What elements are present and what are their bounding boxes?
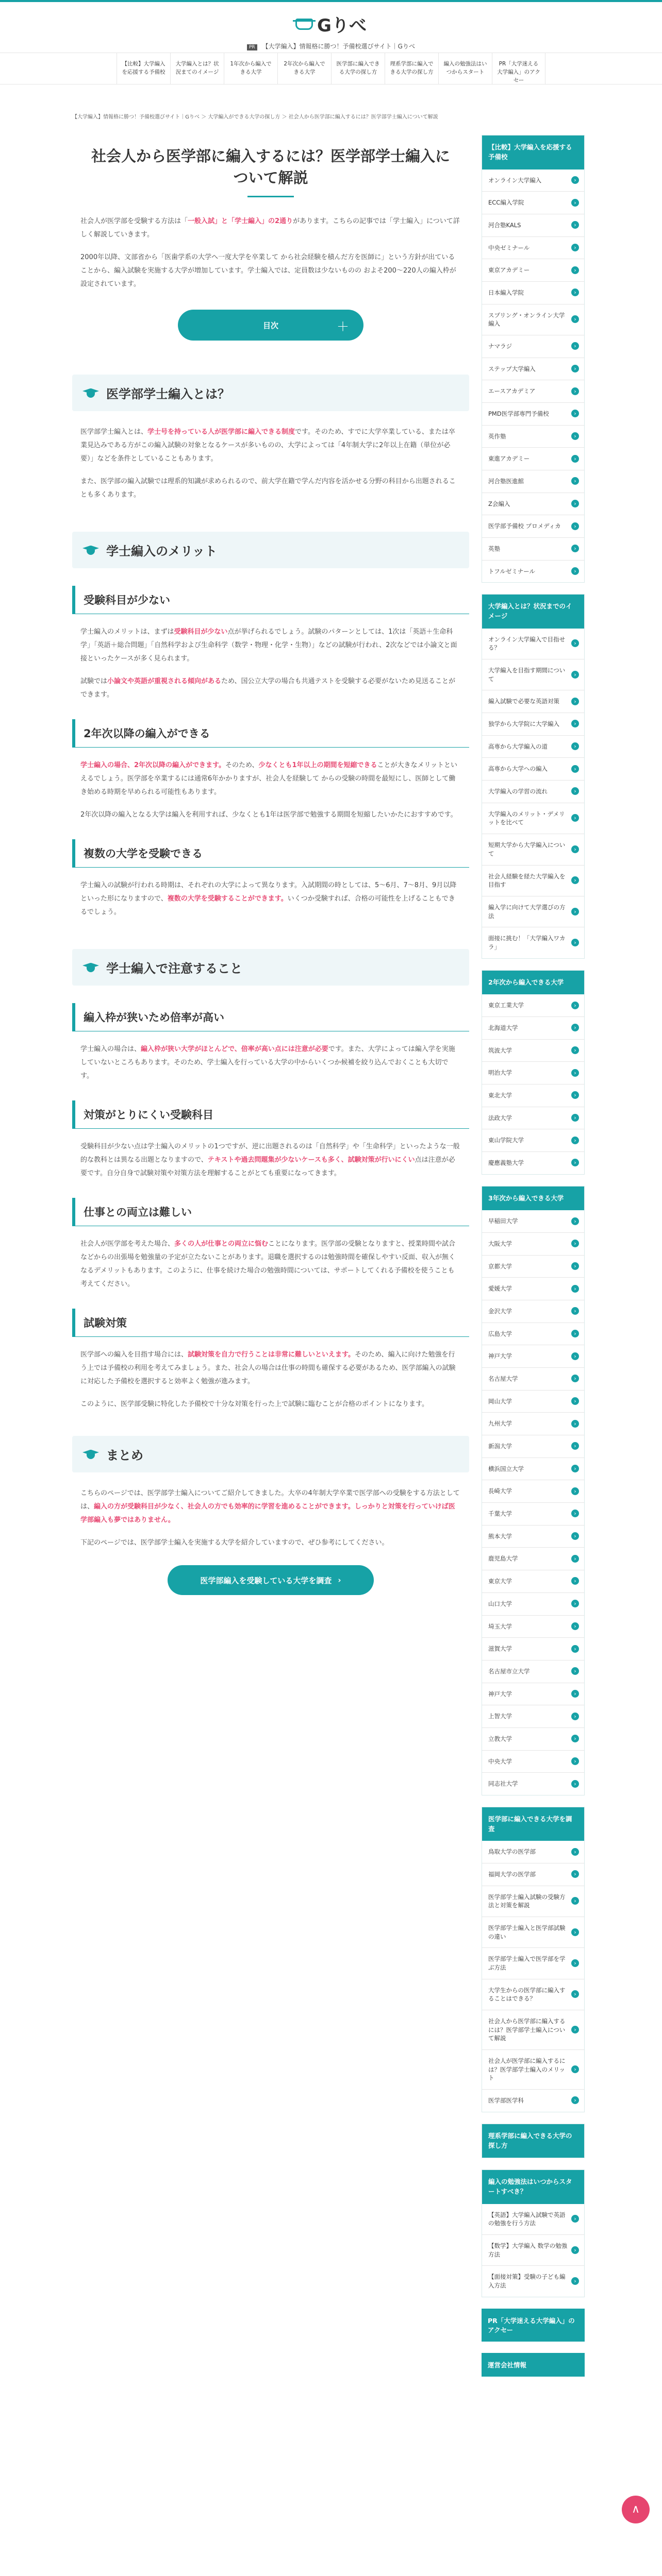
toc-button[interactable] <box>178 310 363 341</box>
sidebar-link[interactable]: 京都大学 › <box>482 1256 584 1278</box>
toc-label: 目次 <box>262 320 278 330</box>
nav-item-pr[interactable]: PR「大学迷える大学編入」のアクセー <box>492 53 545 84</box>
caution-paragraph-1: 学士編入の場合は、編入枠が狭い大学がほとんどで、倍率が高い点には注意が必要です。また、大学によっては編入学を実施していないところもあります。そのため、学士編入を行っている大学の中からいくつか候補を絞り込んでおくことも大切です。 <box>80 1045 455 1080</box>
sidebar-link[interactable]: 長崎大学 › <box>482 1480 584 1503</box>
sidebar-link[interactable]: 面接に挑む！「大学編入ワカラ」 › <box>482 927 584 958</box>
sidebar-link[interactable]: 短期大学から大学編入について › <box>482 834 584 865</box>
subheading-high-competition: 編入枠が狭いため倍率が高い <box>72 1003 469 1031</box>
subheading-year2-entry: 2年次以降の編入ができる <box>72 719 469 748</box>
sidebar-link[interactable]: 医学部学士編入で医学部を学ぶ方法 › <box>482 1948 584 1979</box>
sidebar-link[interactable]: 金沢大学 › <box>482 1300 584 1323</box>
sidebar-link[interactable]: 広島大学 › <box>482 1323 584 1346</box>
sidebar-link[interactable]: 医学部学士編入と医学部試験の違い › <box>482 1917 584 1948</box>
section-heading-merit: 学士編入のメリット <box>72 532 469 568</box>
graduation-cap-icon <box>82 545 99 556</box>
sidebar-link[interactable]: 鹿児島大学 › <box>482 1548 584 1570</box>
sidebar-widget-title[interactable]: 3年次から編入できる大学 <box>482 1187 584 1211</box>
merit-paragraph-4: 2年次以降の編入となる大学は編入を利用すれば、少なくとも1年は医学部で勉強する期間を短縮したいかたにおすすめです。 <box>80 811 457 819</box>
sidebar-link[interactable]: 岡山大学 › <box>482 1391 584 1413</box>
breadcrumb[interactable]: 【大学編入】情報格に勝つ！予備校選びサイト｜Gりべ ＞ 大学編入ができる大学の探し方 ＞ 社会人から医学部に編入するには？医学部学士編入について解説 <box>72 114 438 120</box>
sidebar-widget <box>482 970 585 1175</box>
sidebar-link[interactable]: 編入学に向けて大学選びの方法 › <box>482 896 584 927</box>
sidebar-link[interactable]: 神戸大学 › <box>482 1683 584 1706</box>
sidebar-widget-title[interactable]: 理系学部に編入できる大学の探し方 <box>482 2124 584 2158</box>
sidebar-link[interactable]: PMD医学部専門予備校 › <box>482 403 584 426</box>
sidebar-link[interactable]: 東京アカデミー › <box>482 259 584 282</box>
sidebar-link[interactable]: 社会人経験を経た大学編入を目指す › <box>482 866 584 896</box>
sidebar-widget-title[interactable]: 2年次から編入できる大学 <box>482 971 584 995</box>
sidebar-link[interactable]: 名古屋大学 › <box>482 1368 584 1391</box>
title-underline <box>247 196 294 197</box>
graduation-cap-icon <box>82 387 99 399</box>
sidebar-link[interactable]: 英塾 › <box>482 538 584 561</box>
sidebar-link[interactable]: 中央ゼミナール › <box>482 237 584 260</box>
pr-badge: PR <box>247 44 257 50</box>
sidebar-link[interactable]: 上智大学 › <box>482 1705 584 1728</box>
sidebar-link[interactable]: 河合塾医進館 › <box>482 470 584 493</box>
sidebar <box>482 135 585 2388</box>
caution-paragraph-4: 医学部への編入を目指す場合には、試験対策を自力で行うことは非常に難しいといえます。そのため、編入に向けた勉強を行う上では予備校の利用を考えてみましょう。また、社会人の場合は仕事の時間も確保する必要があるため、医学部編入の試験に対応した予備校を選択すると効率よく勉強が進みます。 <box>80 1351 456 1386</box>
sidebar-link[interactable]: 立教大学 › <box>482 1728 584 1751</box>
about-paragraph-2: また、医学部の編入試験では理系的知識が求められるので、前大学在籍で学んだ内容を活かせる分野の科目から出題されることも多くあります。 <box>80 478 456 499</box>
sidebar-link[interactable]: 筑波大学 › <box>482 1040 584 1062</box>
sidebar-link[interactable]: 【数学】大学編入 数学の勉強方法 › <box>482 2235 584 2266</box>
sidebar-link[interactable]: 東北大学 › <box>482 1084 584 1107</box>
sidebar-link[interactable]: 日本編入学院 › <box>482 282 584 304</box>
page-title: 社会人から医学部に編入するには？医学部学士編入について解説 <box>91 147 450 187</box>
sidebar-link[interactable]: 高専から大学への編入 › <box>482 758 584 781</box>
sidebar-link[interactable]: 神戸大学 › <box>482 1345 584 1368</box>
sidebar-link[interactable]: 早稲田大学 › <box>482 1210 584 1233</box>
subheading-work-balance: 仕事との両立は難しい <box>72 1198 469 1226</box>
subheading-hard-to-prepare: 対策がとりにくい受験科目 <box>72 1100 469 1129</box>
site-tagline <box>0 42 662 50</box>
sidebar-link[interactable]: ステップ大学編入 › <box>482 358 584 381</box>
merit-paragraph-1: 学士編入のメリットは、まずは受験科目が少ない点が挙げられるでしょう。試験のパターンとしては、1次は「英語＋生命科学」「英語＋総合問題」「自然科学および生命科学（数学・物理・化学・生物）」などの試験が行われ、2次などでは小論文と面接といったケースが多く見られます。 <box>80 628 457 663</box>
sidebar-link[interactable]: 大阪大学 › <box>482 1233 584 1256</box>
sidebar-widget-title[interactable]: 編入の勉強法はいつからスタートすべき？ <box>482 2170 584 2204</box>
caution-paragraph-5: このように、医学部受験に特化した予備校で十分な対策を行った上で試験に臨むことが合格のポイントになります。 <box>80 1400 428 1409</box>
sidebar-link[interactable]: 鳥取大学の医学部 › <box>482 1841 584 1863</box>
sidebar-link[interactable]: ナマラジ › <box>482 335 584 358</box>
sidebar-link-plain-2[interactable]: 運営会社情報 <box>482 2353 585 2377</box>
graduation-cap-icon <box>295 19 313 30</box>
sidebar-link[interactable]: スプリング・オンライン大学編入 › <box>482 304 584 335</box>
subheading-exam-prep: 試験対策 <box>72 1309 469 1337</box>
sidebar-widget-title[interactable]: 【比較】大学編入を応援する予備校 <box>482 135 584 170</box>
sidebar-link[interactable]: 山口大学 › <box>482 1593 584 1616</box>
tagline-text: 【大学編入】情報格に勝つ！予備校選びサイト｜Gりべ <box>262 43 415 50</box>
sidebar-link[interactable]: トフルゼミナール › <box>482 561 584 583</box>
about-paragraph-1: 医学部学士編入とは、学士号を持っている人が医学部に編入できる制度です。そのため、すでに大学卒業している、または卒業見込みである方がこの編入試験の対象となるケースが多いものの、大学によっては「4年制大学に2年以上在籍（単位が必要）」などを条件としていることもあります。 <box>80 428 455 463</box>
nav-item-science[interactable]: 理系学部に編入できる大学の探し方 <box>385 53 438 84</box>
sidebar-link[interactable]: 英作塾 › <box>482 426 584 448</box>
sidebar-link[interactable]: 大学編入のメリット・デメリットを比べて › <box>482 803 584 834</box>
sidebar-link[interactable]: 社会人から医学部に編入するには？医学部学士編入について解説 › <box>482 2010 584 2050</box>
sidebar-link[interactable]: 大学編入の学習の流れ › <box>482 781 584 803</box>
merit-paragraph-5: 学士編入の試験が行われる時期は、それぞれの大学によって異なります。入試期間の時としては、5〜6月、7〜8月、9月以降といった形になりますので、複数の大学を受験することができます。いくつか受験すれば、合格の可能性を上げることもできるでしょう。 <box>80 882 457 917</box>
sidebar-link[interactable]: 社会人が医学部に編入するには？医学部学士編入のメリット › <box>482 2050 584 2090</box>
site-header <box>0 2 662 49</box>
arrow-right-icon: › <box>338 1575 341 1585</box>
medical-universities-cta-button[interactable]: 医学部編入を受験している大学を調査 › <box>168 1565 374 1595</box>
sidebar-link[interactable]: 埼玉大学 › <box>482 1616 584 1638</box>
sidebar-link[interactable]: 医学部予備校 プロメディカ › <box>482 515 584 538</box>
sidebar-link[interactable]: 九州大学 › <box>482 1413 584 1435</box>
sidebar-widget-title[interactable]: 医学部に編入できる大学を調査 <box>482 1807 584 1841</box>
intro-paragraph-2: 2000年以降、文部省から「医歯学系の大学へ一度大学を卒業して から社会経験を積んだ方を医師に」という方針が出ていることから、編入試験を実施する大学が増加しています。学士編入では、定員数は少ないものの およそ200〜220人の編入枠が設定されています。 <box>80 253 456 289</box>
sidebar-link-plain-1[interactable]: PR「大学迷える大学編入」のアクセー <box>482 2309 585 2342</box>
merit-paragraph-3: 学士編入の場合、2年次以降の編入ができます。そのため、少なくとも1年以上の期間を短縮できることが大きなメリットといえるでしょう。医学部を卒業するには通常6年かかりますが、社会人を経験して からの受験の時間を最短にし、医師として働き始める時期を早められる可能性もあります。 <box>80 761 458 796</box>
nav-item-medical[interactable]: 医学部に編入できる大学の探し方 <box>331 53 385 84</box>
sidebar-widget <box>482 1807 585 2112</box>
summary-paragraph-2: 下記のページでは、医学部学士編入を実施する大学を紹介していますので、ぜひ参考にしてください。 <box>80 1539 389 1547</box>
nav-item-year1[interactable]: 1年次から編入できる大学 <box>224 53 277 84</box>
sidebar-link[interactable]: 愛媛大学 › <box>482 1278 584 1300</box>
sidebar-link[interactable]: 編入試験で必要な英語対策 › <box>482 690 584 713</box>
highlight-text: 一般入試」と「学士編入」の2通り <box>188 217 293 226</box>
sidebar-link[interactable]: 熊本大学 › <box>482 1526 584 1548</box>
logo-text: Gりべ <box>317 15 367 36</box>
plus-icon: ＋ <box>337 319 349 334</box>
sidebar-link[interactable]: エースアカデミア › <box>482 380 584 403</box>
sidebar-widget-title[interactable]: 大学編入とは？状況までのイメージ <box>482 595 584 629</box>
subheading-few-subjects: 受験科目が少ない <box>72 586 469 614</box>
caution-paragraph-2: 受験科目が少ない点は学士編入のメリットの1つですが、逆に出題されるのは「自然科学」や「生命科学」といったような一般的な教科とは異なる出題となりますので、テキストや過去問題集が少ないケースも多く、試験対策が行いにくい点は注意が必要です。自分自身で試験対策や対策方法を理解することがとても重要になってきます。 <box>80 1143 460 1178</box>
section-heading-about: 医学部学士編入とは？ <box>72 375 469 411</box>
sidebar-link[interactable]: 中央大学 › <box>482 1751 584 1773</box>
sidebar-link[interactable]: 滋賀大学 › <box>482 1638 584 1660</box>
sidebar-link[interactable]: 東進アカデミー › <box>482 448 584 470</box>
sidebar-link[interactable]: 高専から大学編入の道 › <box>482 736 584 758</box>
nav-item-about[interactable]: 大学編入とは？状況まてのイメージ <box>170 53 224 84</box>
section-heading-caution: 学士編入で注意すること <box>72 949 469 986</box>
sidebar-link[interactable]: 医学部医学科 › <box>482 2090 584 2112</box>
sidebar-widget <box>482 1186 585 1795</box>
nav-item-yobiko[interactable]: 【比較】大学編入を応援する予備校 <box>117 53 170 84</box>
sidebar-link[interactable]: 横浜国立大学 › <box>482 1458 584 1481</box>
sidebar-widget <box>482 594 585 958</box>
sidebar-link[interactable]: 東京大学 › <box>482 1570 584 1593</box>
graduation-cap-icon <box>82 962 99 973</box>
merit-paragraph-2: 試験では小論文や英語が重視される傾向があるため、国公立大学の場合も共通テストを受験する必要がないため見送ることができます。 <box>80 677 455 699</box>
global-nav <box>0 53 662 84</box>
sidebar-widget <box>482 135 585 583</box>
summary-paragraph-1: こちらのページでは、医学部学士編入についてご紹介してきました。大卒の4年制大学卒業で医学部への受験をする方法としては、編入の方が受験科目が少なく、社会人の方でも効率的に学習を進めることができます。しっかりと対策を行っていけば医学部編入も夢ではありません。 <box>80 1489 460 1524</box>
sidebar-link[interactable]: 新潟大学 › <box>482 1435 584 1458</box>
sidebar-link[interactable]: Z会編入 › <box>482 493 584 516</box>
sidebar-link[interactable]: 東山学院大学 › <box>482 1129 584 1152</box>
sidebar-link[interactable]: 明治大学 › <box>482 1062 584 1084</box>
sidebar-link[interactable]: 大学生からの医学部に編入することはできる？ › <box>482 1979 584 2010</box>
sidebar-link[interactable]: 千葉大学 › <box>482 1503 584 1526</box>
nav-item-year2[interactable]: 2年次から編入できる大学 <box>277 53 331 84</box>
sidebar-link[interactable]: 大学編入を目指す期間について › <box>482 659 584 690</box>
sidebar-link[interactable]: 【英語】大学編入試験で英語の勉強を行う方法 › <box>482 2204 584 2235</box>
sidebar-link[interactable]: オンライン大学編入 › <box>482 170 584 192</box>
sidebar-link[interactable]: 河合塾KALS › <box>482 214 584 237</box>
sidebar-link[interactable]: 福岡大学の医学部 › <box>482 1863 584 1886</box>
sidebar-link[interactable]: 医学部学士編入試験の受験方法と対策を解説 › <box>482 1886 584 1917</box>
page-top-button[interactable]: ∧ <box>622 2496 650 2523</box>
sidebar-link[interactable]: 同志社大学 › <box>482 1773 584 1795</box>
sidebar-link[interactable]: 独学から大学院に大学編入 › <box>482 713 584 736</box>
sidebar-link[interactable]: ECC編入学院 › <box>482 192 584 214</box>
site-logo[interactable] <box>295 11 367 37</box>
subheading-multiple-universities: 複数の大学を受験できる <box>72 839 469 868</box>
sidebar-link[interactable]: 【面接対策】受験の子ども編入方法 › <box>482 2266 584 2296</box>
sidebar-link[interactable]: 法政大学 › <box>482 1107 584 1130</box>
sidebar-widget <box>482 2170 585 2297</box>
caution-paragraph-3: 社会人が医学部を考えた場合、多くの人が仕事との両立に悩むことになります。医学部の受験となりますと、授業時間や試合などからの出張場を勉強量の予定が立たないことがあります。退職を選択するのは勉強時間を確保しやすい反面、収入が無くなるデメリットもあります。このように、仕事を続けた場合の勉強時間については、サポートしてくれる予備校を使うことも考えてください。 <box>80 1240 455 1289</box>
intro-paragraph-1: 社会人が医学部を受験する方法は「一般入試」と「学士編入」の2通りがあります。こちらの記事では「学士編入」について詳しく解説していきます。 <box>80 217 460 239</box>
sidebar-link[interactable]: オンライン大学編入で目指せる？ › <box>482 629 584 659</box>
sidebar-link[interactable]: 北海道大学 › <box>482 1017 584 1040</box>
section-heading-summary: まとめ <box>72 1436 469 1472</box>
graduation-cap-icon <box>82 1449 99 1460</box>
sidebar-link[interactable]: 慶應義塾大学 › <box>482 1152 584 1174</box>
nav-item-study[interactable]: 編入の勉強法はいつからスタート <box>438 53 492 84</box>
sidebar-link[interactable]: 東京工業大学 › <box>482 994 584 1017</box>
sidebar-widget <box>482 2124 585 2159</box>
article-main <box>72 135 469 1626</box>
sidebar-link[interactable]: 名古屋市立大学 › <box>482 1660 584 1683</box>
